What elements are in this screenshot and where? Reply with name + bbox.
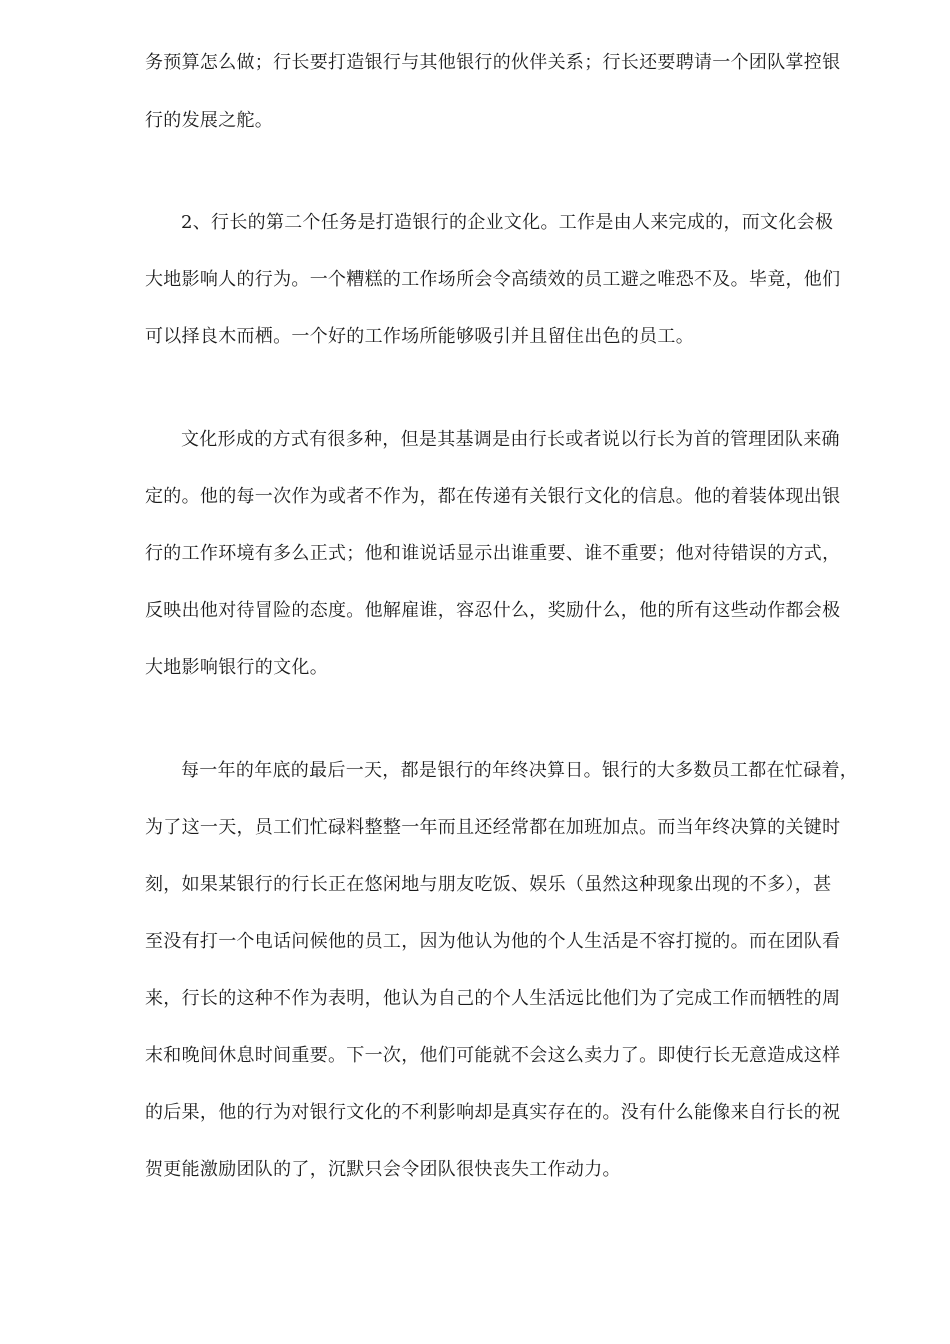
text-line: 大地影响银行的文化。 <box>145 657 328 678</box>
text-line: 务预算怎么做；行长要打造银行与其他银行的伙伴关系；行长还要聘请一个团队掌控银 <box>145 52 841 73</box>
text-line: 可以择良木而栖。一个好的工作场所能够吸引并且留住出色的员工。 <box>145 326 694 347</box>
text-line: 文化形成的方式有很多种，但是其基调是由行长或者说以行长为首的管理团队来确 <box>181 429 840 450</box>
text-line: 反映出他对待冒险的态度。他解雇谁，容忍什么，奖励什么，他的所有这些动作都会极 <box>145 600 841 621</box>
text-line: 来，行长的这种不作为表明，他认为自己的个人生活远比他们为了完成工作而牺牲的周 <box>145 988 841 1009</box>
text-line: 每一年的年底的最后一天，都是银行的年终决算日。银行的大多数员工都在忙碌着， <box>181 760 859 781</box>
text-line: 刻，如果某银行的行长正在悠闲地与朋友吃饭、娱乐（虽然这种现象出现的不多），甚 <box>145 874 832 895</box>
text-line: 末和晚间休息时间重要。下一次，他们可能就不会这么卖力了。即使行长无意造成这样 <box>145 1045 841 1066</box>
text-line: 2、行长的第二个任务是打造银行的企业文化。工作是由人来完成的，而文化会极 <box>181 212 834 233</box>
text-line: 大地影响人的行为。一个糟糕的工作场所会令高绩效的员工避之唯恐不及。毕竟，他们 <box>145 269 841 290</box>
text-line: 的后果，他的行为对银行文化的不利影响却是真实存在的。没有什么能像来自行长的祝 <box>145 1102 841 1123</box>
text-line: 行的发展之舵。 <box>145 110 274 131</box>
text-line: 定的。他的每一次作为或者不作为，都在传递有关银行文化的信息。他的着装体现出银 <box>145 486 841 507</box>
text-line: 行的工作环境有多么正式；他和谁说话显示出谁重要、谁不重要；他对待错误的方式， <box>145 543 841 564</box>
text-line: 为了这一天，员工们忙碌料整整一年而且还经常都在加班加点。而当年终决算的关键时 <box>145 817 841 838</box>
text-line: 贺更能激励团队的了，沉默只会令团队很快丧失工作动力。 <box>145 1159 621 1180</box>
text-line: 至没有打一个电话问候他的员工，因为他认为他的个人生活是不容打搅的。而在团队看 <box>145 931 841 952</box>
